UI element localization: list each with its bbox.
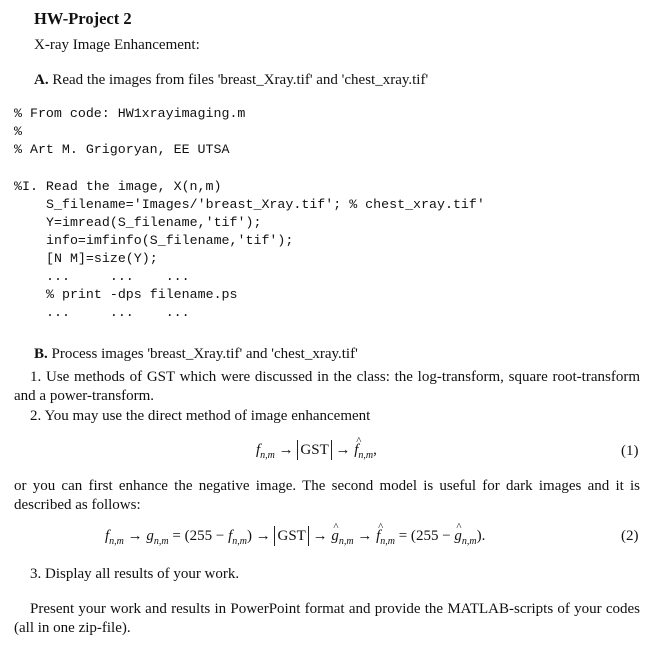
code-line-6: Y=imread(S_filename,'tif'); [46,215,262,230]
part-a-text: Read the images from files 'breast_Xray.tif' and 'chest_xray.tif' [52,72,429,88]
arrow-symbol: → [335,442,351,458]
document-title: HW-Project 2 [34,9,132,28]
code-line-1: % From code: HW1xrayimaging.m [14,106,246,121]
part-b-label: B. [34,346,48,362]
const-255: 255 [415,528,439,544]
arrow-symbol: → [127,528,143,544]
part-a-heading [34,72,428,89]
code-line-4: %I. Read the image, X(n,m) [14,179,222,194]
arrow-symbol: → [357,528,373,544]
gst-box: GST [297,440,331,460]
gst-box: GST [274,526,308,546]
final-paragraph: Present your work and results in PowerPoint format and provide the MATLAB-scripts of your codes (all in one zip-file). [14,601,640,636]
middle-paragraph: or you can first enhance the negative image. The second model is useful for dark images and it is described as follows: [14,478,640,513]
const-255: 255 [189,528,213,544]
equation-1: $f_{n,m}$ → GST → ^ $f_{n,m}$, [256,440,377,461]
code-line-9: ... ... ... [46,269,190,284]
equation-2: $f_{n,m} \to g_{n,m} = (255 - f_{n,m})$ → GST → ^ $g_{n,m}$ → ^ $f_{n,m} = (255$ − ^ $g_{n,m}$). [105,526,485,547]
part-b-item-2: 2. You may use the direct method of image enhancement [30,408,371,424]
code-line-10: % print -dps filename.ps [46,287,238,302]
code-line-11: ... ... ... [46,305,190,320]
part-a-label: A. [34,72,49,88]
code-line-7: info=imfinfo(S_filename,'tif'); [46,233,294,248]
code-line-5: S_filename='Images/'breast_Xray.tif'; % chest_xray.tif' [46,197,485,212]
part-b-text: Process images 'breast_Xray.tif' and 'chest_xray.tif' [51,346,358,362]
part-b-item-3: 3. Display all results of your work. [30,566,240,582]
arrow-symbol: → [278,442,294,458]
part-b-heading [34,346,358,363]
document-subtitle: X-ray Image Enhancement: [34,37,200,53]
code-line-8: [N M]=size(Y); [46,251,158,266]
equation-2-number: (2) [621,528,639,544]
equation-1-number: (1) [621,443,639,459]
code-line-3: % Art M. Grigoryan, EE UTSA [14,142,230,157]
arrow-symbol: → [255,528,271,544]
code-line-2: % [14,124,22,139]
arrow-symbol: → [312,528,328,544]
part-b-item-1: 1. Use methods of GST which were discussed in the class: the log-transform, square root-transform and a power-transform. [14,369,640,404]
